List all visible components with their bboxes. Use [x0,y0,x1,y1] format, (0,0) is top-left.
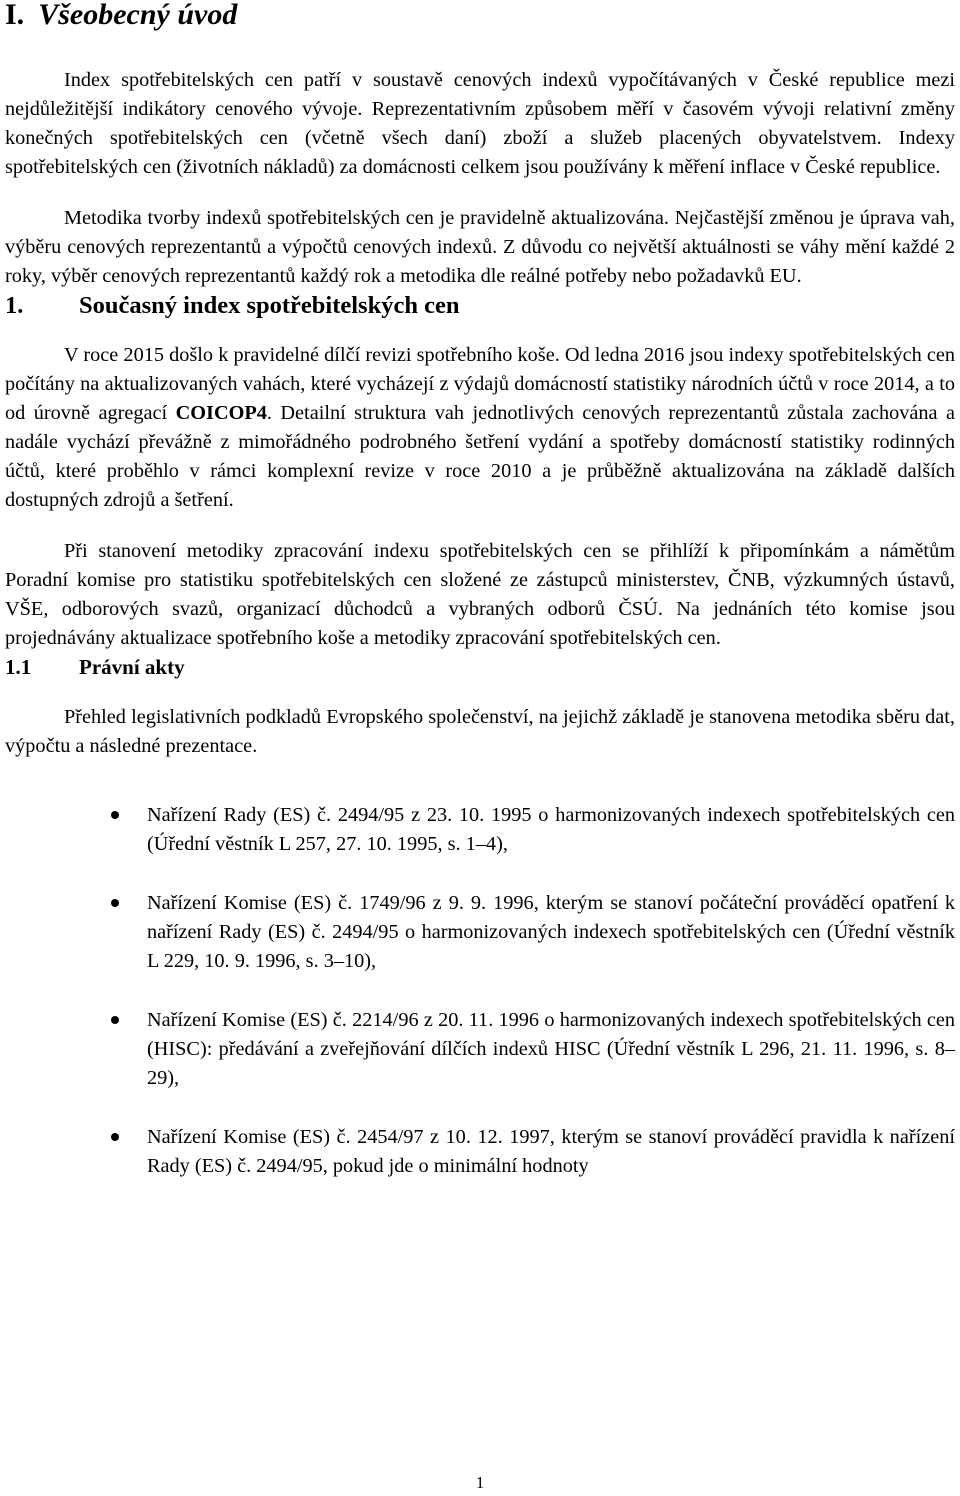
subsection-number: 1.1 [5,655,32,679]
list-item-text: Nařízení Komise (ES) č. 2454/97 z 10. 12. 1997, kterým se stanoví prováděcí pravidla k nařízení Rady (ES) č. 2494/95, pokud jde o minimální hodnoty [147,1126,955,1177]
section-number: 1. [5,292,24,319]
legal-acts-list [5,801,955,1181]
list-item-text: Nařízení Komise (ES) č. 2214/96 z 20. 11. 1996 o harmonizovaných indexech spotřebitelských cen (HISC): předávání a zveřejňování dílčích indexů HISC (Úřední věstník L 296, 21. 11. 1996, s. 8–29), [147,1009,955,1089]
section-heading [5,291,955,321]
bullet-icon [111,811,119,819]
section-paragraph-1-end: . Detailní struktura vah jednotlivých cenových reprezentantů zůstala zachována a nadále vychází převážně z mimořádného podrobného šetření vydání a spotřeby domácností statistiky rodinných účtů, které proběhlo v rámci komplexní revize v roce 2010 a je průběžně aktualizována na základě dalších dostupných zdrojů a šetření. [5,402,955,511]
list-item [5,1006,955,1093]
chapter-title-text: Všeobecný úvod [38,0,238,31]
section-paragraph-2: Při stanovení metodiky zpracování indexu spotřebitelských cen se přihlíží k připomínkám a námětům Poradní komise pro statistiku spotřebitelských cen složené ze zástupců ministerstev, ČNB, výzkumných ústavů, VŠE, odborových svazů, organizací důchodců a vybraných odborů ČSÚ. Na jednáních této komise jsou projednávány aktualizace spotřebního koše a metodiky zpracování spotřebitelských cen. [5,540,955,649]
coicop-term: COICOP4 [175,402,267,424]
page-number: 1 [475,1473,485,1492]
section-paragraph-1 [5,341,955,515]
bullet-icon [111,899,119,907]
chapter-title [5,0,955,34]
section-paragraph-1-start: V roce 2015 došlo k pravidelné dílčí revizi spotřebního koše. Od ledna 2016 jsou indexy spotřebitelských cen počítány na aktualizovaných vahách, které vycházejí z výdajů domácností statistiky národních účtů v roce 2014, a to od úrovně agregací [5,344,955,424]
list-item [5,1123,955,1181]
subsection-intro: Přehled legislativních podkladů Evropského společenství, na jejichž základě je stanovena metodika sběru dat, výpočtu a následné prezentace. [5,706,955,757]
bullet-icon [111,1016,119,1024]
list-item [5,889,955,976]
intro-paragraph-1: Index spotřebitelských cen patří v soustavě cenových indexů vypočítávaných v České republice mezi nejdůležitější indikátory cenového vývoje. Reprezentativním způsobem měří v časovém vývoji relativní změny konečných spotřebitelských cen (včetně všech daní) zboží a služeb placených obyvatelstvem. Indexy spotřebitelských cen (životních nákladů) za domácnosti celkem jsou používány k měření inflace v České republice. [5,69,955,178]
chapter-number: I. [5,0,25,31]
section-heading-text: Současný index spotřebitelských cen [79,292,460,319]
subsection-heading [5,653,955,681]
subsection-heading-text: Právní akty [79,655,185,679]
intro-paragraph-2: Metodika tvorby indexů spotřebitelských cen je pravidelně aktualizována. Nejčastější změnou je úprava vah, výběru cenových reprezentantů a výpočtů cenových indexů. Z důvodu co největší aktuálnosti se váhy mění každé 2 roky, výběr cenových reprezentantů každý rok a metodika dle reálné potřeby nebo požadavků EU. [5,207,955,287]
list-item [5,801,955,859]
list-item-text: Nařízení Komise (ES) č. 1749/96 z 9. 9. 1996, kterým se stanoví počáteční prováděcí opatření k nařízení Rady (ES) č. 2494/95 o harmonizovaných indexech spotřebitelských cen (Úřední věstník L 229, 10. 9. 1996, s. 3–10), [147,892,955,972]
bullet-icon [111,1133,119,1141]
list-item-text: Nařízení Rady (ES) č. 2494/95 z 23. 10. 1995 o harmonizovaných indexech spotřebitelských cen (Úřední věstník L 257, 27. 10. 1995, s. 1–4), [147,804,955,855]
